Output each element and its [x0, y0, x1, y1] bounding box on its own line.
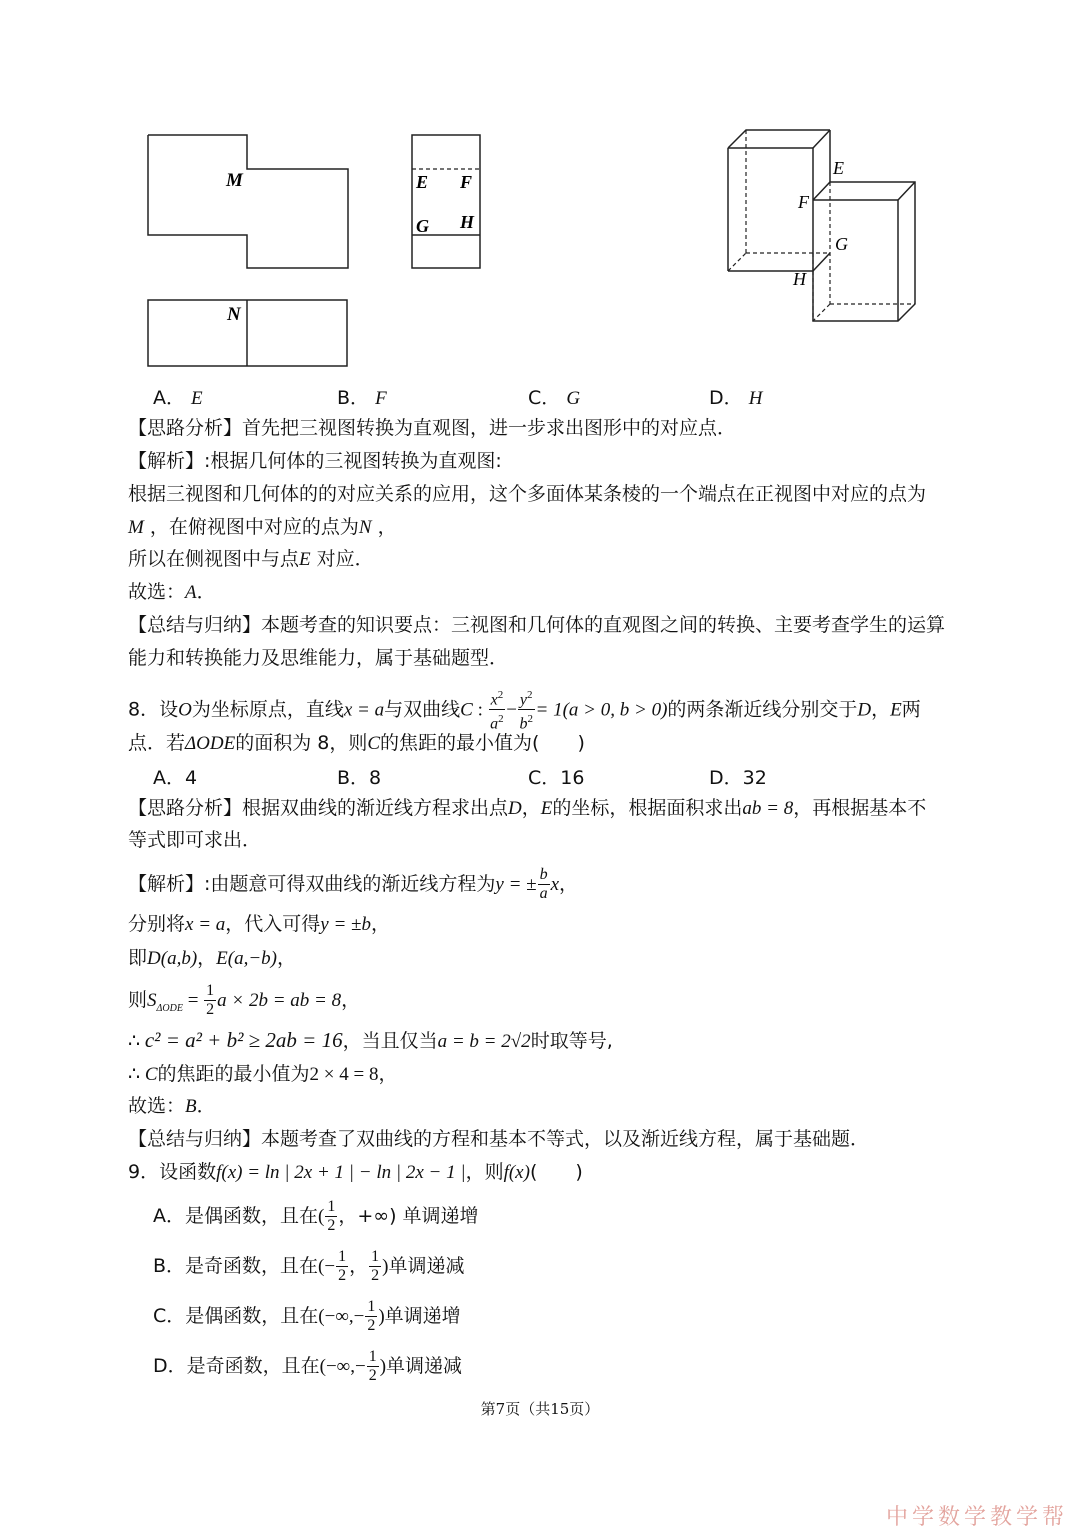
- q9-option-c: C．是偶函数，且在(−∞,− $\frac{1}{2}$ )单调递增: [153, 1298, 461, 1334]
- svg-text:E: E: [833, 158, 844, 178]
- svg-text:G: G: [835, 234, 848, 254]
- svg-text:H: H: [460, 212, 475, 232]
- side-view-figure: [405, 128, 495, 278]
- q7-option-d: D． H: [709, 387, 763, 409]
- q8-option-d: D．32: [709, 767, 767, 789]
- frac-y2-b2: $\frac{y^2}{b^2}$: [518, 686, 535, 734]
- q8-analysis-line-2: 等式即可求出．: [128, 829, 262, 851]
- q8-minimum: ∴ C的焦距的最小值为2 × 4 = 8，: [128, 1063, 398, 1085]
- frac-x2-a2: $\frac{x^2}{a^2}$: [489, 686, 506, 734]
- q7-analysis: 【思路分析】首先把三视图转换为直观图，进一步求出图形中的对应点．: [128, 417, 737, 439]
- q7-option-a: A． E: [153, 387, 203, 409]
- q8-choice: 故选：B．: [128, 1095, 216, 1117]
- watermark-text: 中学数学教学帮: [885, 1505, 1068, 1530]
- q9-option-a: A．是偶函数，且在( $\frac{1}{2}$ ，+∞) 单调递增: [153, 1198, 479, 1234]
- q9-option-d: D．是奇函数，且在(−∞,− $\frac{1}{2}$ )单调递减: [153, 1348, 463, 1384]
- q7-solution-line-4: 所以在侧视图中与点E 对应．: [128, 548, 374, 570]
- svg-text:E: E: [416, 172, 429, 192]
- q8-solution: 【解析】:由题意可得双曲线的渐近线方程为y = ± $\frac{b}{a}$ x，: [128, 866, 579, 902]
- page-footer: 第7页（共15页）: [480, 1400, 600, 1418]
- q8-option-a: A．4: [153, 767, 198, 789]
- q7-summary: 【总结与归纳】本题考查的知识要点：三视图和几何体的直观图之间的转换、主要考查学生的运算: [128, 614, 946, 636]
- q8-stem: 8．设O为坐标原点，直线x = a与双曲线C : $\frac{x^2}{a^2}$ − $\frac{y^2}{b^2}$ = 1(a > 0, b > 0)的两条渐近线分别交于D，E两: [128, 686, 921, 734]
- q7-option-c: C． G: [528, 387, 581, 409]
- top-view-figure: [140, 292, 360, 372]
- svg-text:F: F: [798, 192, 809, 212]
- q8-option-c: C．16: [528, 767, 585, 789]
- q8-stem-line-2: 点．若ΔODE的面积为 8，则C的焦距的最小值为( ): [128, 732, 585, 754]
- svg-text:F: F: [460, 172, 473, 192]
- q8-points: 即D(a,b)，E(a,−b)，: [128, 947, 297, 969]
- q7-option-b: B． F: [337, 387, 387, 409]
- q8-substitute: 分别将x = a，代入可得y = ±b，: [128, 913, 390, 935]
- q7-solution: 【解析】:根据几何体的三视图转换为直观图:: [128, 450, 502, 472]
- front-view-figure: [140, 128, 360, 278]
- q8-option-b: B．8: [337, 767, 382, 789]
- top-label-n: N: [227, 304, 241, 325]
- q9-option-b: B．是奇函数，且在(− $\frac{1}{2}$ ， $\frac{1}{2}$ )单调递减: [153, 1248, 465, 1284]
- q8-summary: 【总结与归纳】本题考查了双曲线的方程和基本不等式，以及渐近线方程，属于基础题．: [128, 1128, 870, 1150]
- frac-1-2: $\frac{1}{2}$: [206, 982, 215, 1018]
- q8-analysis: 【思路分析】根据双曲线的渐近线方程求出点D，E的坐标，根据面积求出ab = 8，再根据基本不: [128, 797, 927, 819]
- q8-area: 则$S_{\Delta ODE}$ = $\frac{1}{2}$ a × 2b = ab = 8，: [128, 982, 361, 1018]
- front-label-m: M: [226, 170, 243, 191]
- svg-text:G: G: [416, 216, 429, 236]
- q7-summary-line-2: 能力和转换能力及思维能力，属于基础题型．: [128, 647, 509, 669]
- q8-inequality: ∴ c² = a² + b² ≥ 2ab = 16，当且仅当a = b = 2√2时取等号,: [128, 1028, 613, 1052]
- svg-text:H: H: [793, 269, 806, 289]
- q7-choice: 故选：A．: [128, 581, 216, 603]
- q7-solution-line-3: M ，在俯视图中对应的点为N ，: [128, 516, 397, 538]
- q7-solution-line-2: 根据三视图和几何体的的对应关系的应用，这个多面体某条棱的一个端点在正视图中对应的点为: [128, 483, 927, 505]
- frac-b-a: $\frac{b}{a}$: [539, 866, 548, 902]
- solid-figure: [720, 122, 930, 332]
- q9-stem: 9．设函数f(x) = ln | 2x + 1 | − ln | 2x − 1 |，则f(x)( ): [128, 1161, 583, 1183]
